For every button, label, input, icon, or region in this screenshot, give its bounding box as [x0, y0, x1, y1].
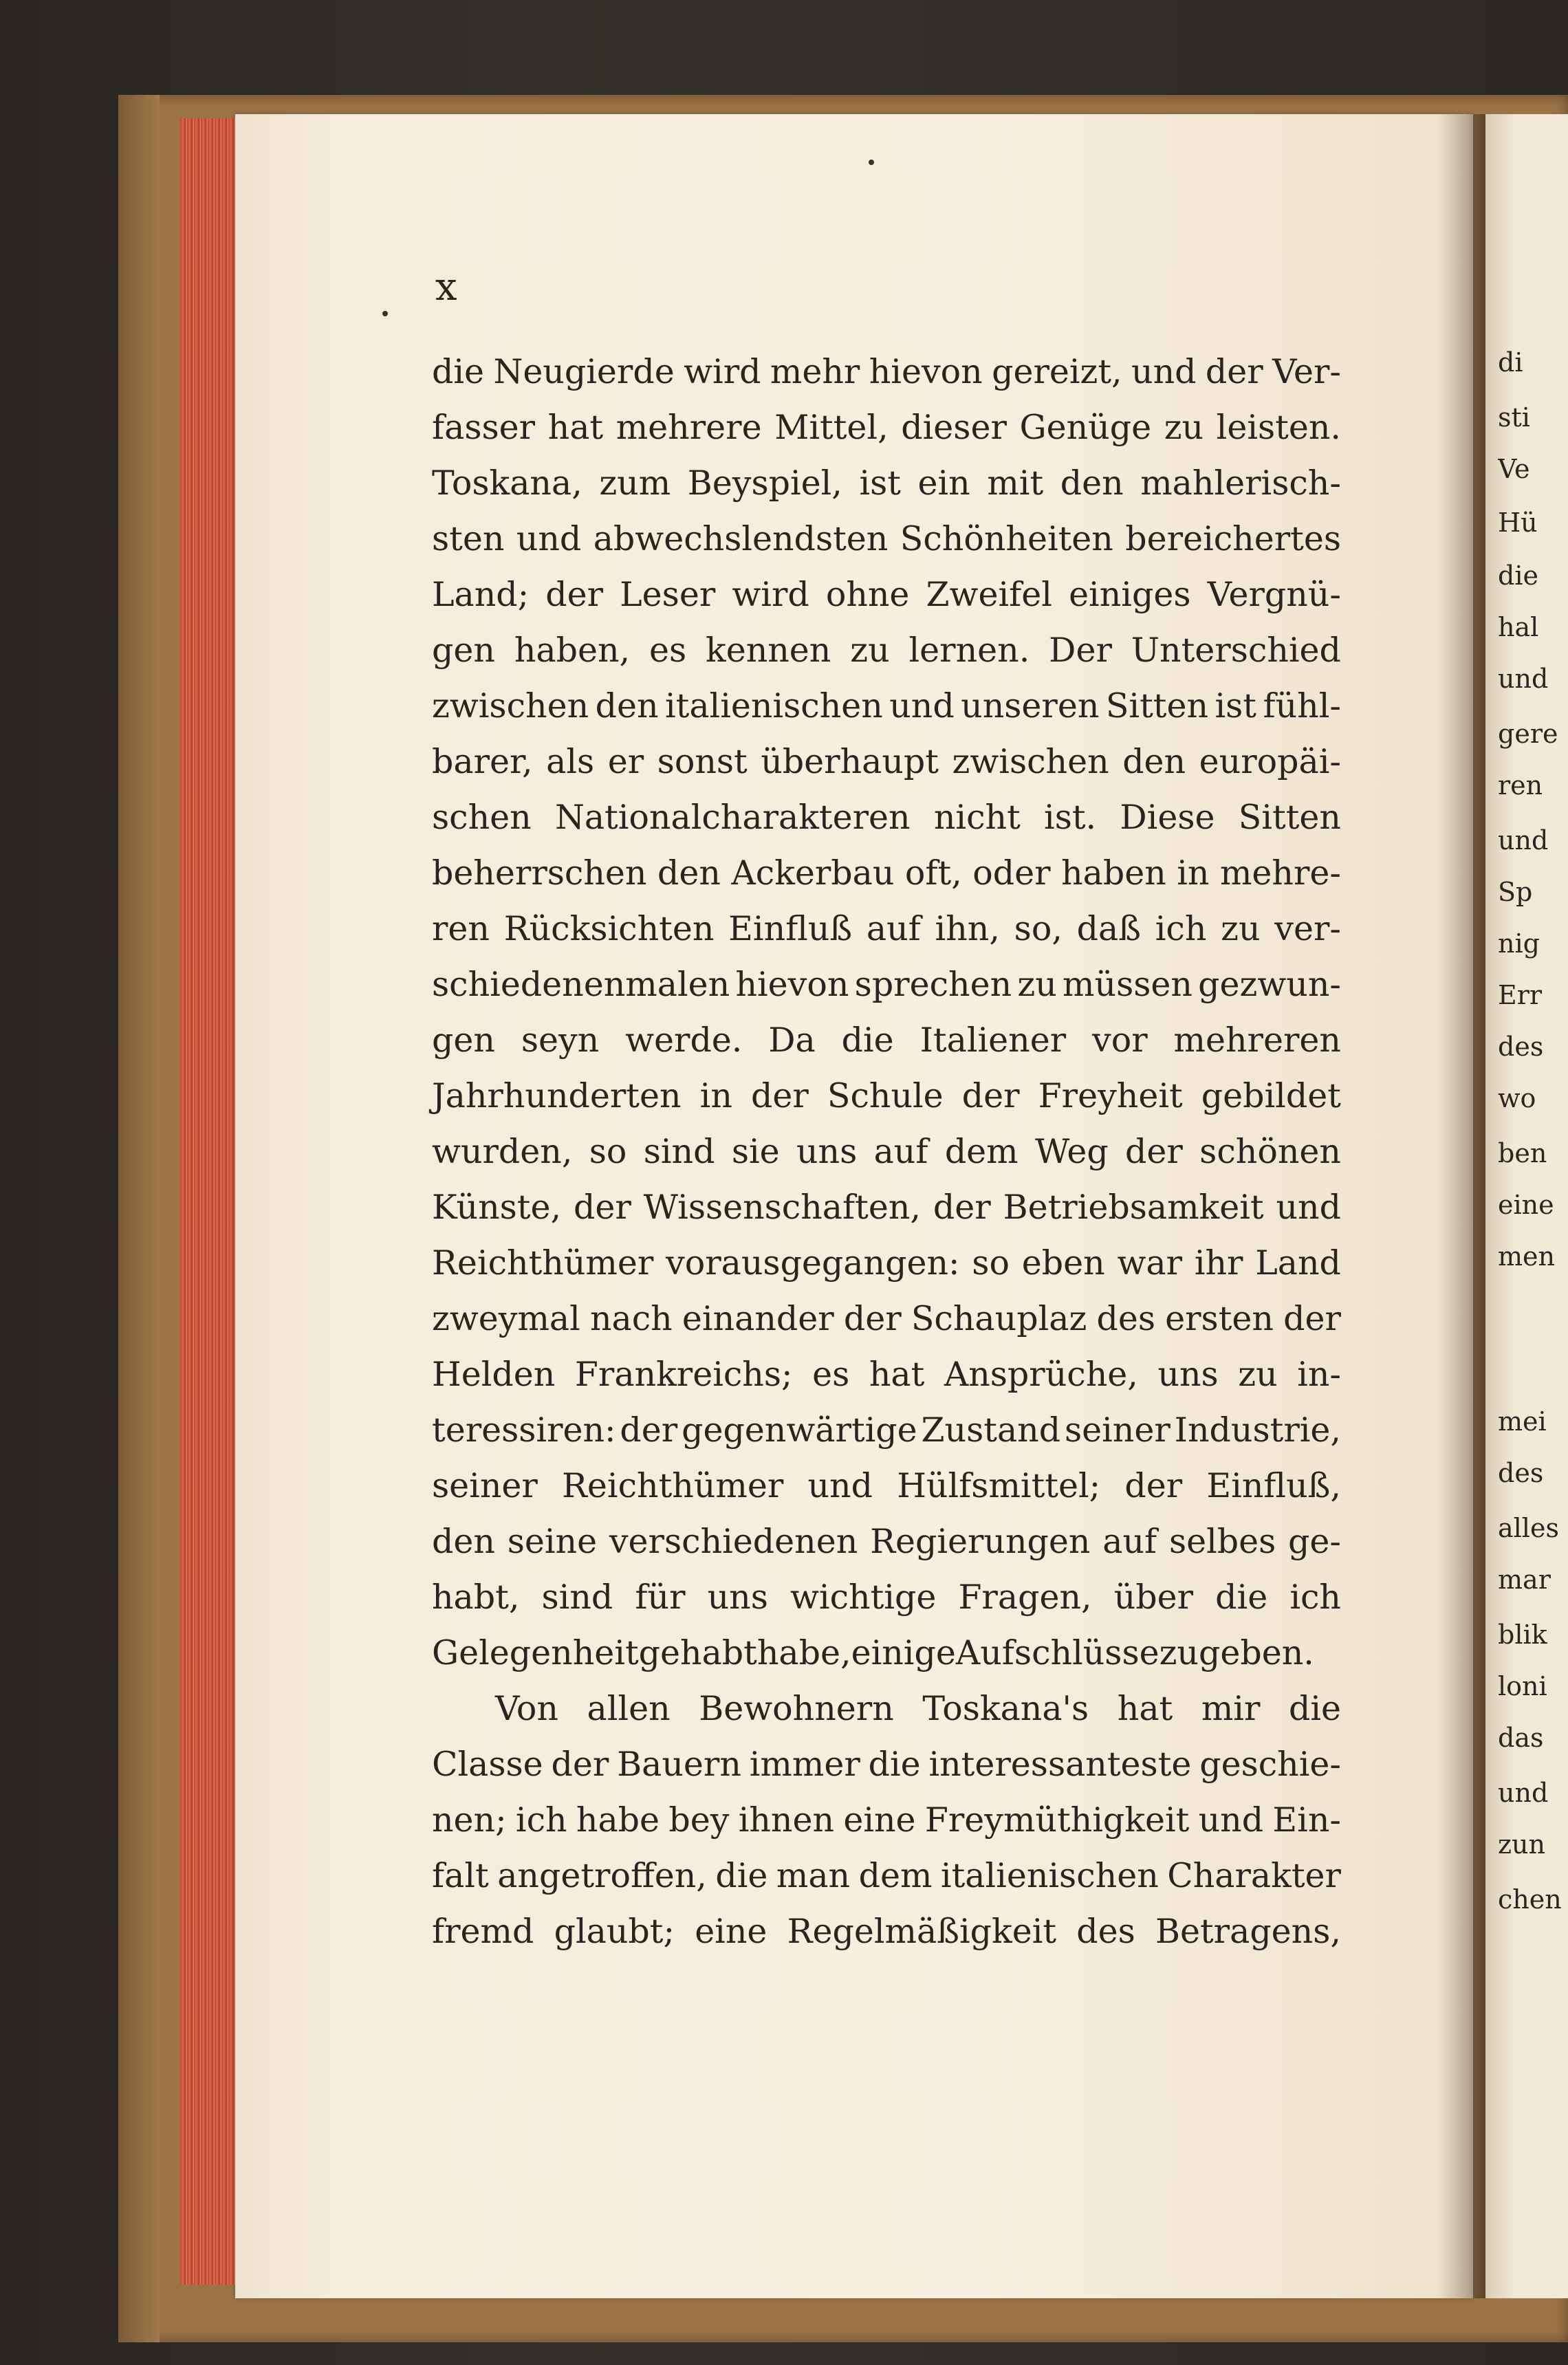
facing-page-fragment: gere — [1498, 719, 1558, 749]
facing-page-fragment: alles — [1498, 1513, 1559, 1543]
text-line: falt angetroffen, die man dem italienischen Charakter — [432, 1856, 1341, 1895]
facing-page-fragment: Err — [1498, 980, 1543, 1010]
facing-page-fragment: nig — [1498, 928, 1540, 959]
facing-page-fragment: chen — [1498, 1884, 1562, 1915]
text-line: zweymal nach einander der Schauplaz des ersten der — [432, 1299, 1341, 1338]
facing-page-fragment: des — [1498, 1032, 1544, 1062]
body-text — [432, 344, 1341, 1959]
text-line: teressiren: der gegenwärtige Zustand seiner Industrie, — [432, 1410, 1341, 1450]
facing-page-fragment: die — [1498, 560, 1538, 591]
facing-page-fragment: des — [1498, 1458, 1544, 1488]
text-line: gen haben, es kennen zu lernen. Der Unterschied — [432, 631, 1341, 670]
text-line: zwischen den italienischen und unseren Sitten ist fühl- — [432, 686, 1341, 726]
text-line: Künste, der Wissenschaften, der Betriebsamkeit und — [432, 1188, 1341, 1227]
text-line: seiner Reichthümer und Hülfsmittel; der Einfluß, — [432, 1466, 1341, 1505]
text-line: sten und abwechslendsten Schönheiten bereichertes — [432, 519, 1341, 558]
text-line: Land; der Leser wird ohne Zweifel einiges Vergnü- — [432, 575, 1341, 614]
text-line: schiedenenmalen hievon sprechen zu müssen gezwun- — [432, 965, 1341, 1004]
text-line: Helden Frankreichs; es hat Ansprüche, uns zu in- — [432, 1355, 1341, 1394]
text-line: habt, sind für uns wichtige Fragen, über die ich — [432, 1578, 1341, 1617]
facing-page-fragment: zun — [1498, 1829, 1545, 1860]
facing-page-fragment: und — [1498, 664, 1549, 694]
gutter-shadow — [1437, 114, 1485, 2298]
facing-page-fragment: ben — [1498, 1138, 1547, 1168]
facing-page-fragment: eine — [1498, 1190, 1554, 1220]
facing-page-fragment: men — [1498, 1241, 1555, 1272]
facing-page-fragment: sti — [1498, 402, 1530, 433]
facing-page-fragment: Ve — [1498, 454, 1530, 484]
text-line: gen seyn werde. Da die Italiener vor mehreren — [432, 1021, 1341, 1060]
text-line: schen Nationalcharakteren nicht ist. Diese Sitten — [432, 798, 1341, 837]
facing-page-fragment: ren — [1498, 770, 1543, 800]
facing-page-fragment: di — [1498, 347, 1523, 378]
text-line: fasser hat mehrere Mittel, dieser Genüge zu leisten. — [432, 408, 1341, 447]
facing-page-fragment: hal — [1498, 612, 1539, 642]
text-line: ren Rücksichten Einfluß auf ihn, so, daß ich zu ver- — [432, 909, 1341, 948]
facing-page-fragment: das — [1498, 1723, 1544, 1753]
text-line: Reichthümer vorausgegangen: so eben war ihr Land — [432, 1243, 1341, 1283]
text-line: Von allen Bewohnern Toskana's hat mir die — [495, 1689, 1341, 1728]
facing-page-fragment: und — [1498, 1778, 1549, 1808]
text-line: Jahrhunderten in der Schule der Freyheit gebildet — [432, 1076, 1341, 1115]
text-line: barer, als er sonst überhaupt zwischen den europäi- — [432, 742, 1341, 781]
text-line: Gelegenheit gehabt habe, einige Aufschlüsse zu geben. — [432, 1633, 1314, 1672]
text-line: die Neugierde wird mehr hievon gereizt, und der Ver- — [432, 352, 1341, 391]
facing-page-fragment: wo — [1498, 1083, 1536, 1113]
print-speck — [382, 311, 388, 316]
text-line: den seine verschiedenen Regierungen auf selbes ge- — [432, 1522, 1341, 1561]
text-line: wurden, so sind sie uns auf dem Weg der schönen — [432, 1132, 1341, 1171]
page-number: x — [435, 265, 459, 309]
facing-page-fragment: Hü — [1498, 508, 1538, 538]
page-edges — [180, 118, 235, 2285]
facing-page-fragment: blik — [1498, 1620, 1547, 1650]
text-line: fremd glaubt; eine Regelmäßigkeit des Betragens, — [432, 1912, 1341, 1951]
text-line: beherrschen den Ackerbau oft, oder haben in mehre- — [432, 853, 1341, 893]
facing-page-fragment: Sp — [1498, 877, 1533, 907]
facing-page-fragment: loni — [1498, 1671, 1547, 1701]
facing-page-fragment: mar — [1498, 1565, 1551, 1595]
text-line: nen; ich habe bey ihnen eine Freymüthigkeit und Ein- — [432, 1800, 1341, 1840]
print-speck — [869, 160, 874, 165]
facing-page-fragment: mei — [1498, 1406, 1547, 1437]
facing-page-fragment: und — [1498, 825, 1549, 855]
text-line: Toskana, zum Beyspiel, ist ein mit den mahlerisch- — [432, 464, 1341, 503]
cover-edge — [118, 95, 160, 2342]
text-line: Classe der Bauern immer die interessanteste geschie- — [432, 1745, 1341, 1784]
